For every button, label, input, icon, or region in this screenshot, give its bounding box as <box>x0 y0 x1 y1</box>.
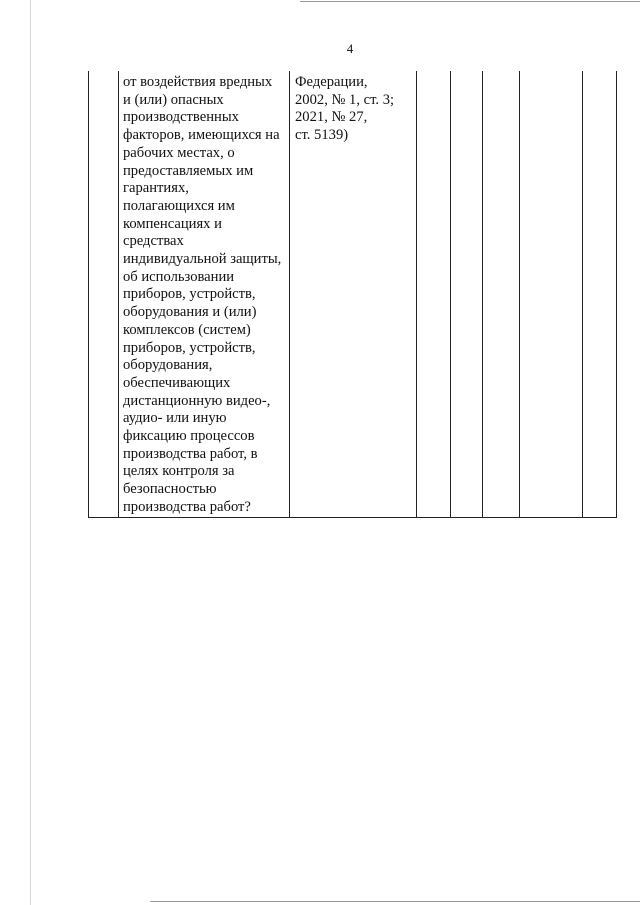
question-text-line: и (или) опасных <box>123 91 224 108</box>
question-text-line: оборудования и (или) <box>123 304 257 321</box>
reference-text-line: 2002, № 1, ст. 3; <box>295 91 395 108</box>
question-text-line: от воздействия вредных <box>123 74 273 90</box>
page-edge-top <box>300 1 640 2</box>
question-text-line: производства работ? <box>123 498 251 515</box>
question-text-line: об использовании <box>123 268 235 285</box>
page-number: 4 <box>346 41 354 56</box>
question-text <box>119 71 289 517</box>
question-text-line: безопасностью <box>123 481 217 498</box>
question-text-line: предоставляемых им <box>123 162 254 179</box>
question-text-line: производственных <box>123 109 239 126</box>
table-row <box>89 71 617 517</box>
answer-yes-cell <box>417 71 451 517</box>
reference-text-line: 2021, № 27, <box>295 109 368 126</box>
question-text-line: оборудования, <box>123 357 213 374</box>
question-text-line: приборов, устройств, <box>123 339 256 356</box>
page-edge-bottom <box>150 901 640 902</box>
reference-text-line: Федерации, <box>295 74 368 90</box>
question-text-line: индивидуальной защиты, <box>123 251 282 268</box>
question-text-line: средствах <box>123 233 184 250</box>
question-text-line: фиксацию процессов <box>123 428 255 445</box>
question-text-line: обеспечивающих <box>123 374 231 391</box>
note-cell <box>520 71 583 517</box>
question-text-line: рабочих местах, о <box>123 144 235 161</box>
question-text-line: факторов, имеющихся на <box>123 127 280 144</box>
question-cell <box>119 71 290 517</box>
question-text-line: гарантиях, <box>123 180 189 197</box>
question-text-line: полагающихся им <box>123 197 235 214</box>
question-text-line: приборов, устройств, <box>123 286 256 303</box>
number-cell <box>89 71 119 517</box>
question-text-line: комплексов (систем) <box>123 321 251 338</box>
checklist-table <box>88 71 617 518</box>
question-text-line: дистанционную видео-, <box>123 392 271 409</box>
question-text-line: целях контроля за <box>123 463 235 480</box>
reference-text-line: ст. 5139) <box>295 127 349 144</box>
reference-text <box>290 71 416 145</box>
question-text-line: производства работ, в <box>123 445 258 462</box>
question-text-line: компенсациях и <box>123 215 222 232</box>
answer-not-applicable-cell <box>483 71 520 517</box>
question-text-line: аудио- или иную <box>123 410 227 427</box>
page-edge-left <box>30 0 31 905</box>
extra-cell <box>583 71 617 517</box>
answer-no-cell <box>451 71 483 517</box>
reference-cell <box>290 71 417 517</box>
